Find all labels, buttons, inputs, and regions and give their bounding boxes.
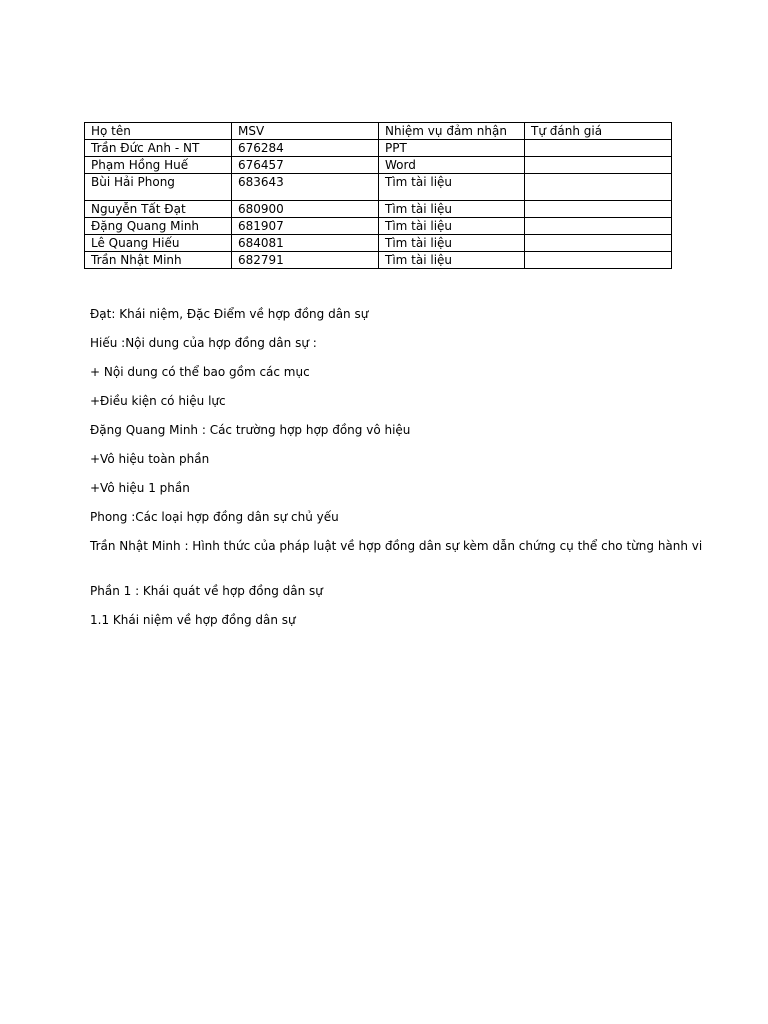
cell-name: Nguyễn Tất Đạt bbox=[85, 201, 232, 218]
member-task-table bbox=[84, 122, 672, 269]
table-row bbox=[85, 235, 672, 252]
cell-name: Đặng Quang Minh bbox=[85, 218, 232, 235]
cell-student-id: 684081 bbox=[232, 235, 379, 252]
table-row bbox=[85, 140, 672, 157]
cell-self-assessment bbox=[525, 140, 672, 157]
cell-task: Tìm tài liệu bbox=[379, 252, 525, 269]
note-paragraph: +Điều kiện có hiệu lực bbox=[90, 394, 226, 408]
cell-name: Lê Quang Hiếu bbox=[85, 235, 232, 252]
cell-self-assessment bbox=[525, 157, 672, 174]
cell-student-id: 682791 bbox=[232, 252, 379, 269]
note-paragraph: Phong :Các loại hợp đồng dân sự chủ yếu bbox=[90, 510, 339, 524]
cell-self-assessment bbox=[525, 174, 672, 201]
table-header-row bbox=[85, 123, 672, 140]
cell-self-assessment bbox=[525, 201, 672, 218]
note-paragraph: Đạt: Khái niệm, Đặc Điểm về hợp đồng dân sự bbox=[90, 307, 369, 321]
cell-name: Trần Đức Anh - NT bbox=[85, 140, 232, 157]
notes-body bbox=[90, 306, 730, 641]
header-name: Họ tên bbox=[85, 123, 232, 140]
cell-self-assessment bbox=[525, 252, 672, 269]
cell-student-id: 680900 bbox=[232, 201, 379, 218]
table-row bbox=[85, 201, 672, 218]
cell-task: PPT bbox=[379, 140, 525, 157]
note-paragraph: Hiếu :Nội dung của hợp đồng dân sự : bbox=[90, 336, 317, 350]
header-student-id: MSV bbox=[232, 123, 379, 140]
cell-name: Bùi Hải Phong bbox=[85, 174, 232, 201]
cell-student-id: 676284 bbox=[232, 140, 379, 157]
cell-student-id: 681907 bbox=[232, 218, 379, 235]
note-paragraph: +Vô hiệu 1 phần bbox=[90, 481, 190, 495]
table-row bbox=[85, 252, 672, 269]
cell-self-assessment bbox=[525, 218, 672, 235]
section-subheading: 1.1 Khái niệm về hợp đồng dân sự bbox=[90, 613, 296, 627]
cell-task: Tìm tài liệu bbox=[379, 218, 525, 235]
cell-student-id: 683643 bbox=[232, 174, 379, 201]
cell-name: Phạm Hồng Huế bbox=[85, 157, 232, 174]
table-row bbox=[85, 174, 672, 201]
cell-task: Tìm tài liệu bbox=[379, 201, 525, 218]
cell-self-assessment bbox=[525, 235, 672, 252]
cell-task: Tìm tài liệu bbox=[379, 174, 525, 201]
table-row bbox=[85, 218, 672, 235]
table-row bbox=[85, 157, 672, 174]
header-self-assessment: Tự đánh giá bbox=[525, 123, 672, 140]
note-paragraph: + Nội dung có thể bao gồm các mục bbox=[90, 365, 310, 379]
cell-name: Trần Nhật Minh bbox=[85, 252, 232, 269]
note-paragraph: Đặng Quang Minh : Các trường hợp hợp đồng vô hiệu bbox=[90, 423, 411, 437]
cell-task: Word bbox=[379, 157, 525, 174]
header-task: Nhiệm vụ đảm nhận bbox=[379, 123, 525, 140]
note-paragraph: +Vô hiệu toàn phần bbox=[90, 452, 210, 466]
section-heading: Phần 1 : Khái quát về hợp đồng dân sự bbox=[90, 584, 323, 598]
note-paragraph: Trần Nhật Minh : Hình thức của pháp luật về hợp đồng dân sự kèm dẫn chứng cụ thể cho từng hành vi bbox=[90, 539, 703, 553]
cell-task: Tìm tài liệu bbox=[379, 235, 525, 252]
cell-student-id: 676457 bbox=[232, 157, 379, 174]
